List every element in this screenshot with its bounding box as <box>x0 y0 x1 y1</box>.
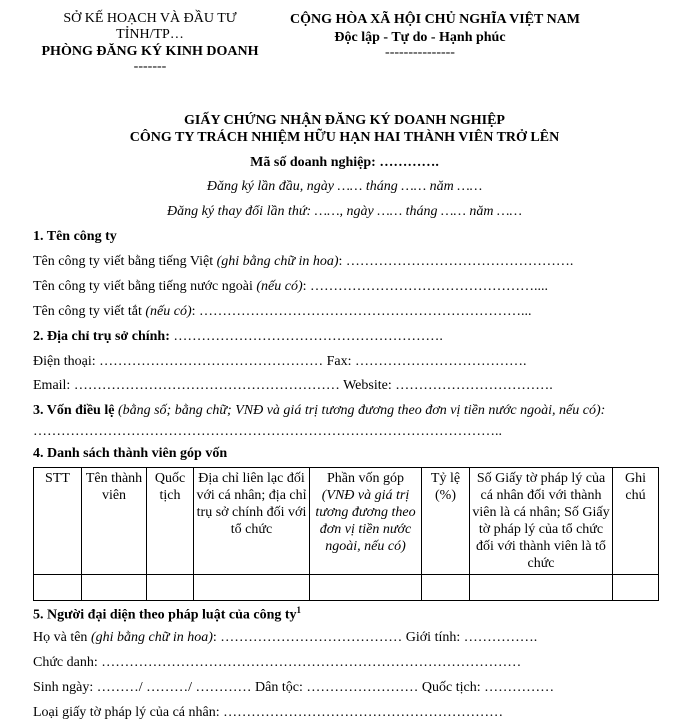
section-2-line <box>33 329 443 345</box>
short-name-label: Tên công ty viết tắt <box>33 304 146 319</box>
table-cell[interactable] <box>82 575 147 601</box>
right-divider: --------------- <box>385 45 455 60</box>
section-3-line <box>33 403 605 419</box>
title-line-2: CÔNG TY TRÁCH NHIỆM HỮU HẠN HAI THÀNH VIÊN TRỞ LÊN <box>129 130 560 145</box>
phone-fax-line: Điện thoại: ………………………………………… Fax: ………………………………. <box>33 354 527 369</box>
top-fragment <box>240 0 440 6</box>
motto: Độc lập - Tự do - Hạnh phúc <box>334 30 506 45</box>
table-cell[interactable] <box>194 575 310 601</box>
members-table <box>33 467 659 601</box>
vietnamese-name-label: Tên công ty viết bằng tiếng Việt <box>33 254 217 269</box>
doc-title <box>0 112 689 146</box>
column-header: Số Giấy tờ pháp lý của cá nhân đối với thành viên là cá nhân; Số Giấy tờ pháp lý của tổ chức đối với thành viên là tổ chức <box>470 468 613 575</box>
table-row <box>34 575 659 601</box>
table-cell[interactable] <box>147 575 194 601</box>
province-name: TỈNH/TP… <box>116 27 184 42</box>
address-dots: …………………………………………………. <box>169 329 443 344</box>
short-name-dots: : ……………………………………………………………... <box>191 304 532 319</box>
section-2-heading: 2. Địa chỉ trụ sở chính: <box>33 329 170 344</box>
change-registration: Đăng ký thay đổi lần thứ: ……, ngày …… tháng …… năm …… <box>167 204 522 219</box>
rep-title-line: Chức danh: ……………………………………………………………………………… <box>33 655 522 670</box>
agency-name: SỞ KẾ HOẠCH VÀ ĐẦU TƯ <box>63 11 237 26</box>
enterprise-code: Mã số doanh nghiệp: …………. <box>250 155 439 170</box>
office-name: PHÒNG ĐĂNG KÝ KINH DOANH <box>41 44 259 59</box>
title-line-1: GIẤY CHỨNG NHẬN ĐĂNG KÝ DOANH NGHIỆP <box>184 113 505 128</box>
column-header: Tên thành viên <box>82 468 147 575</box>
table-cell[interactable] <box>613 575 659 601</box>
section-5-heading-line <box>33 605 301 624</box>
capital-note: (VNĐ và giá trị tương đương theo đơn vị tiền nước ngoài, nếu có) <box>315 488 416 554</box>
table-cell[interactable] <box>310 575 422 601</box>
first-registration: Đăng ký lần đầu, ngày …… tháng …… năm …… <box>206 179 483 194</box>
country-name: CỘNG HÒA XÃ HỘI CHỦ NGHĨA VIỆT NAM <box>290 12 581 27</box>
section-5-heading: 5. Người đại diện theo pháp luật của công ty <box>33 607 297 623</box>
section-3-heading: 3. Vốn điều lệ <box>33 403 118 418</box>
vietnamese-name-dots: : …………………………………………. <box>338 254 574 269</box>
column-header: STT <box>34 468 82 575</box>
section-1-heading: 1. Tên công ty <box>33 229 117 244</box>
section-4-heading: 4. Danh sách thành viên góp vốn <box>33 446 228 461</box>
column-header: Ghi chú <box>613 468 659 575</box>
rep-name-line <box>33 630 537 646</box>
table-cell[interactable] <box>34 575 82 601</box>
foreign-name-line <box>33 279 548 295</box>
table-header-row <box>34 468 659 575</box>
footnote-marker: 1 <box>296 605 302 615</box>
column-header: Tỷ lệ (%) <box>422 468 470 575</box>
table-cell[interactable] <box>470 575 613 601</box>
rep-birth-line: Sinh ngày: ………/ ………/ ………… Dân tộc: …………………… Quốc tịch: …………… <box>33 680 555 695</box>
header-left <box>25 11 275 73</box>
email-website-line: Email: ………………………………………………… Website: ……………………………. <box>33 378 553 393</box>
foreign-name-dots: : ………………………………………….... <box>302 279 549 294</box>
column-header: Phần vốn góp (VNĐ và giá trị tương đương theo đơn vị tiền nước ngoài, nếu có) <box>310 468 422 575</box>
short-name-line <box>33 304 532 320</box>
column-header: Quốc tịch <box>147 468 194 575</box>
table-cell[interactable] <box>422 575 470 601</box>
rep-name-dots: : ………………………………… Giới tính: ……………. <box>212 630 538 645</box>
charter-capital-note: (bằng số; bằng chữ; VNĐ và giá trị tương đương theo đơn vị tiền nước ngoài, nếu có): <box>117 403 606 418</box>
foreign-name-label: Tên công ty viết bằng tiếng nước ngoài <box>33 279 257 294</box>
rep-name-label: Họ và tên <box>33 630 91 645</box>
vietnamese-name-note: (ghi bằng chữ in hoa) <box>216 254 339 269</box>
charter-capital-dots: ……………………………………………………………………………………….. <box>33 424 502 439</box>
rep-name-note: (ghi bằng chữ in hoa) <box>90 630 213 645</box>
column-header: Địa chỉ liên lạc đối với cá nhân; địa chỉ trụ sở chính đối với tổ chức <box>194 468 310 575</box>
vietnamese-name-line <box>33 254 573 270</box>
header-right <box>290 11 581 60</box>
foreign-name-note: (nếu có) <box>256 279 303 294</box>
left-divider: ------- <box>133 59 167 74</box>
rep-document-line: Loại giấy tờ pháp lý của cá nhân: …………………………………………………… <box>33 705 504 720</box>
short-name-note: (nếu có) <box>145 304 192 319</box>
